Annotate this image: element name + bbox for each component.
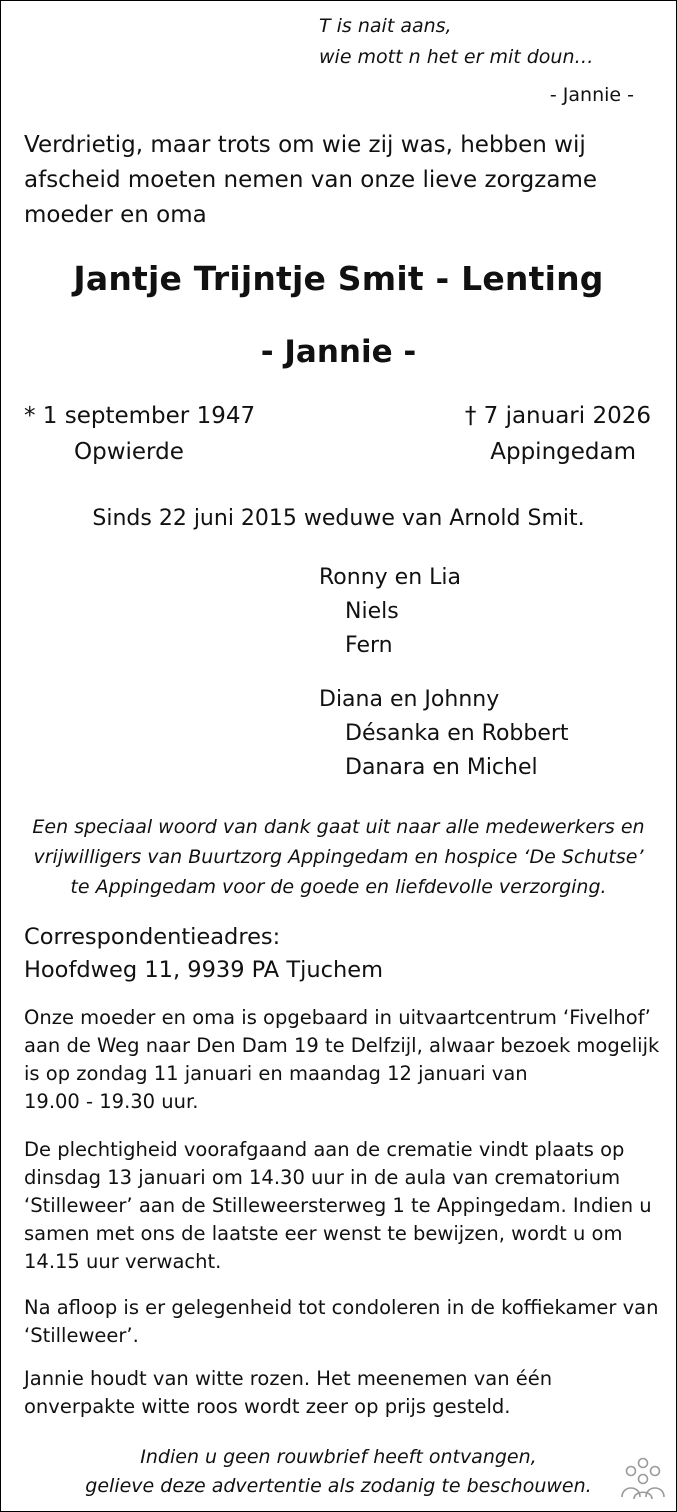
deceased-name: Jantje Trijntje Smit - Lenting <box>73 259 604 298</box>
thanks-line: vrijwilligers van Buurtzorg Appingedam en hospice ‘De Schutse’ <box>33 846 644 868</box>
correspondence-label: Correspondentieadres: <box>24 924 281 950</box>
roses-paragraph <box>24 1365 552 1421</box>
correspondence-address <box>24 921 383 987</box>
family-couple: Diana en Johnny <box>319 687 500 712</box>
family-child: Niels <box>345 599 399 624</box>
widow-line: Sinds 22 juni 2015 weduwe van Arnold Smit. <box>92 506 585 531</box>
family-child: Désanka en Robbert <box>345 721 569 746</box>
family-child: Fern <box>345 633 393 658</box>
intro-line: Verdrietig, maar trots om wie zij was, hebben wij <box>24 132 586 158</box>
family-group <box>319 561 461 663</box>
thanks-text <box>1 812 676 902</box>
deceased-nickname: - Jannie - <box>260 334 417 370</box>
paragraph-line: samen met ons de laatste eer wenst te bewijzen, wordt u om <box>24 1222 623 1245</box>
paragraph-line: De plechtigheid voorafgaand aan de crematie vindt plaats op <box>24 1138 625 1161</box>
death-date: † 7 januari 2026 <box>464 403 651 429</box>
intro-text <box>24 128 597 233</box>
family-child: Danara en Michel <box>345 755 538 780</box>
paragraph-line: is op zondag 11 januari en maandag 12 januari van <box>24 1062 528 1085</box>
paragraph-line: aan de Weg naar Den Dam 19 te Delfzijl, alwaar bezoek mogelijk <box>24 1034 660 1057</box>
closing-note <box>1 1443 676 1501</box>
family-couple: Ronny en Lia <box>319 565 461 590</box>
closing-line: gelieve deze advertentie als zodanig te beschouwen. <box>85 1475 592 1497</box>
motto-signature: - Jannie - <box>549 84 634 106</box>
thanks-line: te Appingedam voor de goede en liefdevolle verzorging. <box>70 876 607 898</box>
paragraph-line: ‘Stilleweer’. <box>24 1324 139 1347</box>
intro-line: afscheid moeten nemen van onze lieve zorgzame <box>24 167 598 193</box>
paragraph-line: Na afloop is er gelegenheid tot condoleren in de koffiekamer van <box>24 1296 659 1319</box>
birth-date: * 1 september 1947 <box>24 403 256 429</box>
viewing-paragraph <box>24 1004 659 1116</box>
family-group <box>319 683 569 785</box>
people-group-icon <box>619 1457 667 1501</box>
correspondence-value: Hoofdweg 11, 9939 PA Tjuchem <box>24 957 384 983</box>
closing-line: Indien u geen rouwbrief heeft ontvangen, <box>140 1446 537 1468</box>
paragraph-line: 14.15 uur verwacht. <box>24 1250 222 1273</box>
paragraph-line: dinsdag 13 januari om 14.30 uur in de aula van crematorium <box>24 1166 621 1189</box>
ceremony-paragraph <box>24 1136 652 1276</box>
intro-line: moeder en oma <box>24 202 207 228</box>
motto-line: wie mott n het er mit doun… <box>319 46 594 68</box>
thanks-line: Een speciaal woord van dank gaat uit naar alle medewerkers en <box>32 816 645 838</box>
birth-place: Opwierde <box>74 439 184 465</box>
paragraph-line: onverpakte witte roos wordt zeer op prijs gesteld. <box>24 1395 511 1418</box>
paragraph-line: 19.00 - 19.30 uur. <box>24 1090 199 1113</box>
paragraph-line: Jannie houdt van witte rozen. Het meenemen van één <box>24 1367 553 1390</box>
death-place: Appingedam <box>490 439 636 465</box>
paragraph-line: Onze moeder en oma is opgebaard in uitvaartcentrum ‘Fivelhof’ <box>24 1006 651 1029</box>
motto <box>319 11 594 73</box>
motto-line: T is nait aans, <box>319 15 452 37</box>
paragraph-line: ‘Stilleweer’ aan de Stilleweersterweg 1 te Appingedam. Indien u <box>24 1194 652 1217</box>
condolence-paragraph <box>24 1294 658 1350</box>
